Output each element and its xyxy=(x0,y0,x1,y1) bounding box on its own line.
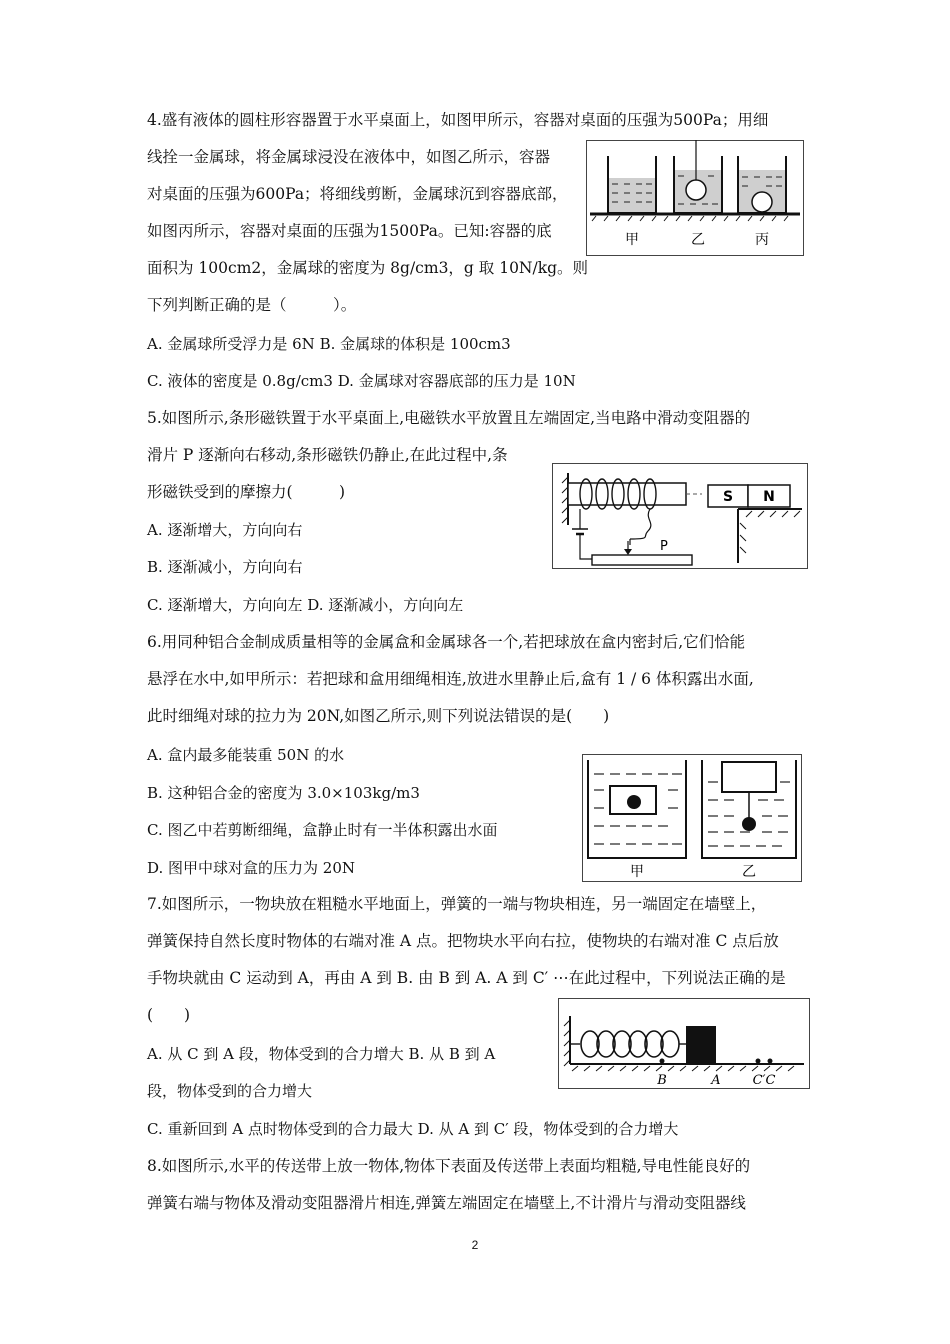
q7-option-cd: C. 重新回到 A 点时物体受到的合力最大 D. 从 A 到 C′ 段，物体受到的合力增大 xyxy=(147,1120,679,1138)
q7-option-ab: A. 从 C 到 A 段，物体受到的合力增大 B. 从 B 到 A xyxy=(147,1045,496,1063)
q7-line-3: 手物块就由 C 运动到 A，再由 A 到 B. 由 B 到 A. A 到 C′ ⋯在此过程中，下列说法正确的是 xyxy=(147,969,786,987)
q6-option-a: A. 盒内最多能装重 50N 的水 xyxy=(147,746,345,764)
fig7-label-b: B xyxy=(657,1073,667,1088)
q7-option-b-cont: 段，物体受到的合力增大 xyxy=(147,1082,313,1100)
q6-option-b: B. 这种铝合金的密度为 3.0×103kg/m3 xyxy=(147,784,420,802)
q5-option-a: A. 逐渐增大，方向向右 xyxy=(147,521,303,539)
fig4-label-bing: 丙 xyxy=(755,232,769,248)
q4-option-ab: A. 金属球所受浮力是 6N B. 金属球的体积是 100cm3 xyxy=(147,335,511,353)
q4-line-1: 4.盛有液体的圆柱形容器置于水平桌面上，如图甲所示，容器对桌面的压强为500Pa；用细 xyxy=(147,111,769,129)
q6-figure xyxy=(582,754,802,882)
fig4-label-yi: 乙 xyxy=(691,232,705,248)
q7-figure xyxy=(558,998,810,1089)
q5-line-2: 滑片 P 逐渐向右移动,条形磁铁仍静止,在此过程中,条 xyxy=(147,446,508,464)
fig6-label-yi: 乙 xyxy=(742,864,756,880)
container-yi xyxy=(674,140,722,213)
q7-line-1: 7.如图所示，一物块放在粗糙水平地面上，弹簧的一端与物块相连，另一端固定在墙壁上， xyxy=(147,895,767,913)
q4-line-6: 下列判断正确的是（ ）。 xyxy=(147,296,357,314)
fig5-label-n: N xyxy=(763,489,775,505)
fig7-label-a: A xyxy=(711,1073,721,1088)
q4-line-2: 线拴一金属球，将金属球浸没在液体中，如图乙所示，容器 xyxy=(147,148,551,166)
q4-line-5: 面积为 100cm2，金属球的密度为 8g/cm3，g 取 10N/kg。则 xyxy=(147,259,589,277)
fig5-label-p: P xyxy=(660,539,668,554)
q4-line-4: 如图丙所示，容器对桌面的压强为1500Pa。已知:容器的底 xyxy=(147,222,552,240)
fig5-label-s: S xyxy=(722,489,734,505)
q6-option-c: C. 图乙中若剪断细绳，盒静止时有一半体积露出水面 xyxy=(147,821,498,839)
q6-line-1: 6.用同种铝合金制成质量相等的金属盒和金属球各一个,若把球放在盒内密封后,它们恰能 xyxy=(147,633,746,651)
q5-figure xyxy=(552,463,808,569)
q8-line-1: 8.如图所示,水平的传送带上放一物体,物体下表面及传送带上表面均粗糙,导电性能良好的 xyxy=(147,1157,751,1175)
fig7-label-cc: C′C xyxy=(752,1073,776,1088)
q6-option-d: D. 图甲中球对盒的压力为 20N xyxy=(147,859,356,877)
q5-line-1: 5.如图所示,条形磁铁置于水平桌面上,电磁铁水平放置且左端固定,当电路中滑动变阻器的 xyxy=(147,409,751,427)
fig6-label-jia: 甲 xyxy=(630,864,644,880)
q6-line-2: 悬浮在水中,如甲所示：若把球和盒用细绳相连,放进水里静止后,盒有 1 / 6 体积露出水面, xyxy=(147,670,754,688)
q8-line-2: 弹簧右端与物体及滑动变阻器滑片相连,弹簧左端固定在墙壁上,不计滑片与滑动变阻器线 xyxy=(147,1194,746,1212)
q7-line-2: 弹簧保持自然长度时物体的右端对准 A 点。把物块水平向右拉，使物块的右端对准 C 点后放 xyxy=(147,932,779,950)
q4-line-3: 对桌面的压强为600Pa；将细线剪断，金属球沉到容器底部， xyxy=(147,185,568,203)
q5-line-3: 形磁铁受到的摩擦力( ) xyxy=(147,483,346,501)
q4-option-cd: C. 液体的密度是 0.8g/cm3 D. 金属球对容器底部的压力是 10N xyxy=(147,372,576,390)
q5-option-b: B. 逐渐减小，方向向右 xyxy=(147,558,303,576)
q6-line-3: 此时细绳对球的拉力为 20N,如图乙所示,则下列说法错误的是( ) xyxy=(147,707,610,725)
q7-line-4: ( ) xyxy=(147,1006,191,1024)
page-number: 2 xyxy=(471,1238,479,1252)
fig4-label-jia: 甲 xyxy=(625,232,639,248)
container-bing xyxy=(738,156,786,213)
container-jia xyxy=(608,156,656,213)
q4-figure xyxy=(586,140,804,256)
q5-option-cd: C. 逐渐增大，方向向左 D. 逐渐减小，方向向左 xyxy=(147,596,464,614)
